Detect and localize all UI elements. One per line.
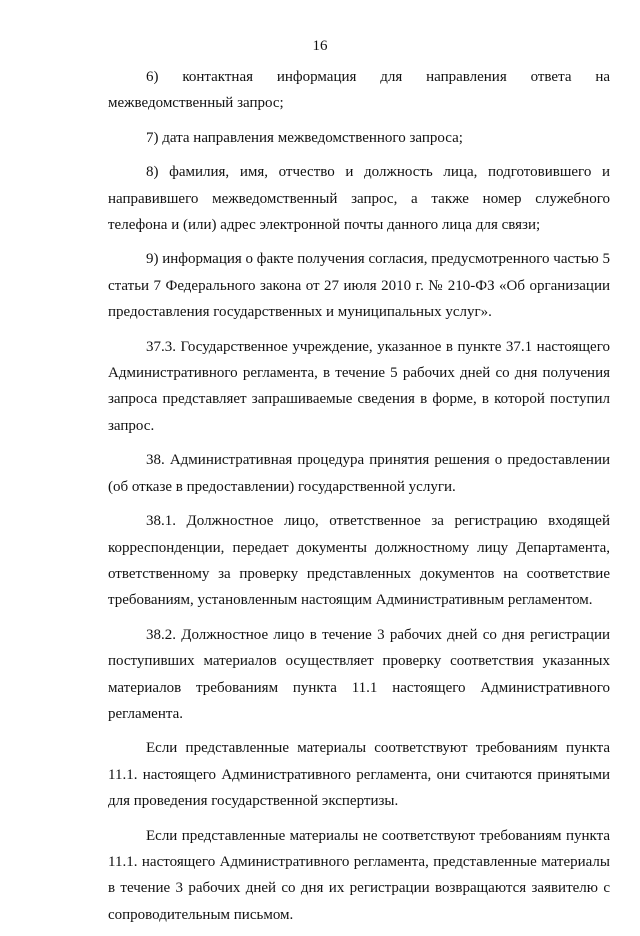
paragraph-item-9: 9) информация о факте получения согласия, предусмотренного частью 5 статьи 7 Федерального закона от 27 июля 2010 г. № 210-ФЗ «Об организации предоставления государственных и муниципальных услуг». (108, 251, 610, 321)
paragraph-materials-returned: Если представленные материалы не соответствуют требованиям пункта 11.1. настоящего Административного регламента, представленные материалы в течение 3 рабочих дней со дня их регистрации возвращаются заявителю с сопроводительным письмом. (108, 827, 610, 923)
paragraph-37-3: 37.3. Государственное учреждение, указанное в пункте 37.1 настоящего Административного регламента, в течение 5 рабочих дней со дня получения запроса представляет запрашиваемые сведения в форме, в которой поступил запрос. (108, 338, 610, 434)
paragraph-materials-accepted: Если представленные материалы соответствуют требованиям пункта 11.1. настоящего Административного регламента, они считаются принятыми для проведения государственной экспертизы. (108, 740, 610, 810)
paragraph-38-1: 38.1. Должностное лицо, ответственное за регистрацию входящей корреспонденции, передает документы должностному лицу Департамента, ответственному за проверку представленных документов на соответствие требованиям, установленным настоящим Административным регламентом. (108, 513, 610, 609)
paragraph-item-6: 6) контактная информация для направления ответа на межведомственный запрос; (108, 69, 610, 112)
page-number: 16 (312, 38, 328, 54)
paragraph-item-7: 7) дата направления межведомственного запроса; (146, 129, 463, 146)
paragraph-item-8: 8) фамилия, имя, отчество и должность лица, подготовившего и направившего межведомственный запрос, а также номер служебного телефона и (или) адрес электронной почты данного лица для связи; (108, 164, 610, 234)
paragraph-38: 38. Административная процедура принятия решения о предоставлении (об отказе в предоставлении) государственной услуги. (108, 452, 610, 495)
document-body (108, 64, 610, 936)
paragraph-38-2: 38.2. Должностное лицо в течение 3 рабочих дней со дня регистрации поступивших материалов осуществляет проверку соответствия указанных материалов требованиям пункта 11.1 настоящего Административного регламента. (108, 626, 610, 722)
